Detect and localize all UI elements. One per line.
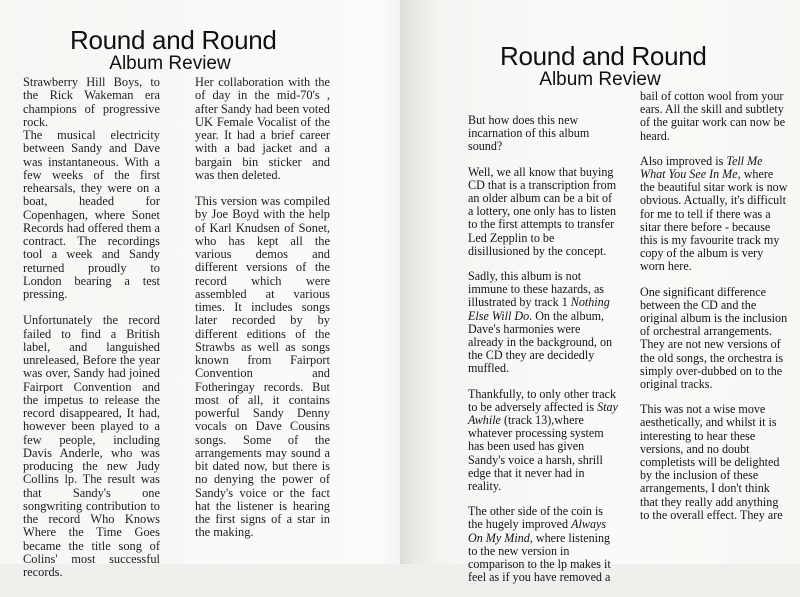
left-column-2: [195, 76, 330, 553]
text-run: The other side of the coin is the hugely improved: [468, 504, 604, 532]
paragraph: One significant difference between the CD and the original album is the inclusion of orchestral arrangements. They are not new versions of the old songs, the orchestra is simply over-dubbed on to the original tracks.: [640, 284, 788, 392]
right-column-2: [640, 90, 790, 534]
paragraph: The musical electricity between Sandy and Dave was instantaneous. With a few weeks of the first rehearsals, they were on a boat, headed for Copenhagen, where Sonet Records had offered them a contract. The recordings tool a week and Sandy returned proudly to London bearing a test pressing.: [23, 128, 160, 301]
paragraph: But how does this new incarnation of this album sound?: [468, 113, 590, 154]
paragraph: [468, 388, 618, 494]
paragraph: Her collaboration with the of day in the mid-70's , after Sandy had been voted UK Female Vocalist of the year. It had a brief career with a bad jacket and a bargain bin sticker and was then deleted.: [195, 75, 330, 182]
track-title: Nothing Else Will Do: [468, 295, 610, 323]
paragraph: [468, 270, 618, 376]
paragraph: [640, 155, 790, 274]
paragraph: Strawberry Hill Boys, to the Rick Wakeman era champions of progressive rock.: [23, 75, 160, 129]
text-run: , where the beautiful sitar work is now obvious. Actually, it's difficult for me to tell if there was a sitar there before - because this is my favourite track my copy of the album is very worn here.: [640, 167, 788, 274]
article-subtitle: Album Review: [109, 53, 231, 74]
track-title: Always On My Mind: [468, 517, 607, 545]
right-page: [400, 0, 800, 585]
text-run: (track 13),where whatever processing system has been used has given Sandy's voice a harsh, shrill edge that it never had in reality.: [468, 413, 604, 494]
paragraph: This version was compiled by Joe Boyd with the help of Karl Knudsen of Sonet, who has kept all the various demos and different versions of the record which were assembled at various times. It includes songs later recorded by by different editions of the Strawbs as well as songs known from Fairport Convention and Fotheringay records. But most of all, it contains powerful Sandy Denny vocals on Dave Cousins songs. Some of the arrangements may sound a bit dated now, but there is no denying the power of Sandy's voice or the fact hat the listener is hearing the first signs of a star in the making.: [195, 194, 330, 540]
right-column-1: [468, 114, 618, 597]
paragraph: Well, we all know that buying CD that is a transcription from an older album can be a bit of a lottery, one only has to listen to the first attempts to transfer Led Zepplin to be disillusioned by the concept.: [468, 164, 617, 258]
article-title: Round and Round: [70, 25, 277, 55]
left-page: [0, 0, 400, 579]
text-run: , where listening to the new version in comparison to the lp makes it feel as if you have removed a: [468, 530, 611, 585]
text-run: . On the album, Dave's harmonies were already in the background, on the CD they are decidedly muffled.: [468, 308, 613, 376]
paragraph: [468, 505, 618, 584]
left-page-heading: [70, 25, 277, 74]
paragraph: This was not a wise move aesthetically, and whilst it is interesting to hear these versions, and no doubt completists will be delighted by the inclusion of these arrangements, I don't think that they really add anything to the overall effect. They are: [640, 402, 783, 522]
paragraph: bail of cotton wool from your ears. All the skill and subtlety of the guitar work can now be heard.: [640, 89, 786, 143]
track-title: Stay Awhile: [468, 399, 618, 428]
right-page-heading: [500, 41, 707, 90]
paragraph: Unfortunately the record failed to find a British label, and languished unreleased, Before the year was over, Sandy had joined Fairport Convention and the impetus to release the record disappeared, It had, however been played to a few people, including Davis Anderle, who was producing the new Judy Collins lp. The result was that Sandy's one songwriting contribution to the record Who Knows Where the Time Goes became the title song of Colins' most successful records.: [23, 313, 160, 579]
text-run: Sadly, this album is not immune to these hazards, as illustrated by track 1: [468, 269, 605, 310]
track-title: Tell Me What You See In Me: [640, 153, 763, 182]
text-run: Also improved is: [640, 153, 727, 168]
article-subtitle: Album Review: [539, 69, 661, 90]
text-run: Thankfully, to only other track to be adversely affected is: [468, 386, 616, 414]
left-column-1: [23, 76, 160, 592]
article-title: Round and Round: [500, 41, 707, 71]
